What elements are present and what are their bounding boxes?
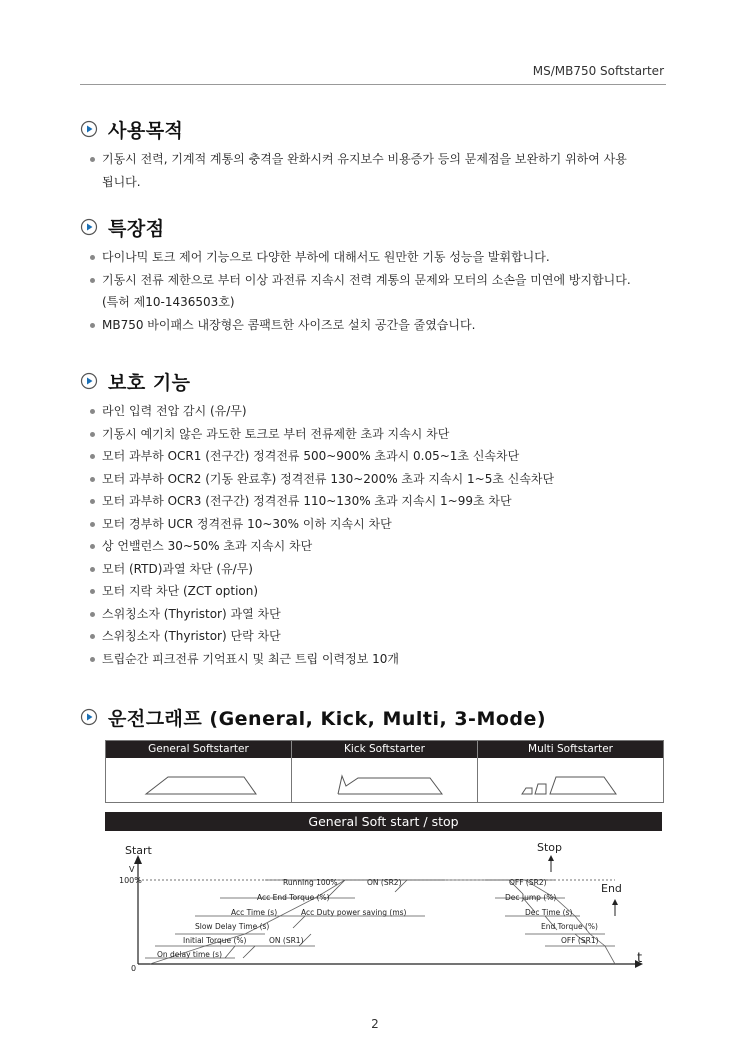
mode-table-body: [106, 758, 663, 802]
section-graph: [80, 704, 670, 730]
label-running: Running 100%: [283, 878, 338, 887]
label-v: V: [129, 865, 135, 874]
multi-curve-graphic: [478, 758, 663, 802]
label-zero: 0: [131, 964, 137, 973]
label-dec-time: Dec Time (s): [525, 908, 573, 917]
play-circle-icon: [80, 708, 98, 726]
label-start: Start: [125, 844, 152, 857]
mode-table: [105, 740, 664, 803]
label-on-sr1: ON (SR1): [269, 936, 304, 945]
list-item: MB750 바이패스 내장형은 콤팩트한 사이즈로 설치 공간을 줄였습니다.: [90, 314, 670, 337]
header-divider: [80, 84, 666, 85]
kick-curve-graphic: [292, 758, 477, 802]
general-soft-banner: General Soft start / stop: [105, 812, 662, 831]
play-circle-icon: [80, 120, 98, 138]
page-number: 2: [371, 1017, 379, 1031]
label-on-sr2: ON (SR2): [367, 878, 402, 887]
section-title: 사용목적: [108, 119, 184, 142]
list-item: 다이나믹 토크 제어 기능으로 다양한 부하에 대해서도 원만한 기동 성능을 발휘합니다.: [90, 246, 670, 269]
mode-header-general: General Softstarter: [106, 741, 292, 758]
list-item: 상 언밸런스 30~50% 초과 지속시 차단: [90, 535, 670, 558]
list-item: 모터 (RTD)과열 차단 (유/무): [90, 558, 670, 581]
label-100pct: 100%: [119, 876, 142, 885]
label-off-sr2: OFF (SR2): [509, 878, 547, 887]
label-end-torque: End Torque (%): [541, 922, 598, 931]
soft-start-stop-diagram: [105, 836, 662, 986]
mode-curve-kick: [292, 758, 478, 802]
end-arrow-icon: [612, 899, 618, 905]
patent-note: (특허 제10-1436503호): [102, 295, 235, 309]
label-slow-delay: Slow Delay Time (s): [195, 922, 270, 931]
section-title: 보호 기능: [108, 371, 191, 394]
section-title: 특장점: [108, 217, 165, 240]
list-item: 모터 과부하 OCR3 (전구간) 정격전류 110~130% 초과 지속시 1~99초 차단: [90, 490, 670, 513]
mode-table-header: [106, 741, 663, 758]
header-title: MS/MB750 Softstarter: [532, 64, 664, 78]
label-acc-end-torque: Acc End Torque (%): [257, 893, 330, 902]
list-item: 기동시 전력, 기계적 계통의 충격을 완화시켜 유지보수 비용증가 등의 문제점을 보완하기 위하여 사용: [90, 148, 670, 171]
label-t: t: [637, 951, 643, 966]
section-features: [80, 214, 670, 336]
list-item: 모터 지락 차단 (ZCT option): [90, 580, 670, 603]
list-item: 트립순간 피크전류 기억표시 및 최근 트립 이력정보 10개: [90, 648, 670, 671]
play-circle-icon: [80, 218, 98, 236]
mode-header-kick: Kick Softstarter: [292, 741, 478, 758]
list-item-continuation: 됩니다.: [102, 174, 141, 189]
label-on-delay: On delay time (s): [157, 950, 223, 959]
mode-curve-general: [106, 758, 292, 802]
label-acc-time: Acc Time (s): [231, 908, 278, 917]
play-circle-icon: [80, 372, 98, 390]
label-end: End: [601, 882, 622, 895]
label-off-sr1: OFF (SR1): [561, 936, 599, 945]
list-item: 기동시 예기치 않은 과도한 토크로 부터 전류제한 초과 지속시 차단: [90, 423, 670, 446]
label-initial-torque: Initial Torque (%): [183, 936, 247, 945]
list-item: 모터 과부하 OCR1 (전구간) 정격전류 500~900% 초과시 0.05~1초 신속차단: [90, 445, 670, 468]
mode-header-multi: Multi Softstarter: [528, 743, 613, 755]
list-item: 스위칭소자 (Thyristor) 과열 차단: [90, 603, 670, 626]
section-protection: [80, 368, 670, 670]
list-item: 모터 경부하 UCR 정격전류 10~30% 이하 지속시 차단: [90, 513, 670, 536]
label-acc-duty: Acc Duty power saving (ms): [301, 908, 407, 917]
list-item: 기동시 전류 제한으로 부터 이상 과전류 지속시 전력 계통의 문제와 모터의 소손을 미연에 방지합니다.: [90, 269, 670, 292]
list-item: 모터 과부하 OCR2 (기동 완료후) 정격전류 130~200% 초과 지속시 1~5초 신속차단: [90, 468, 670, 491]
section-title: 운전그래프 (General, Kick, Multi, 3-Mode): [108, 707, 547, 730]
general-curve-graphic: [106, 758, 291, 802]
label-dec-jump: Dec Jump (%): [505, 893, 557, 902]
list-item: 라인 입력 전압 감시 (유/무): [90, 400, 670, 423]
mode-curve-multi: [478, 758, 663, 802]
label-stop: Stop: [537, 841, 563, 854]
list-item: 스위칭소자 (Thyristor) 단락 차단: [90, 625, 670, 648]
stop-arrow-icon: [548, 855, 554, 861]
section-purpose: [80, 116, 670, 193]
